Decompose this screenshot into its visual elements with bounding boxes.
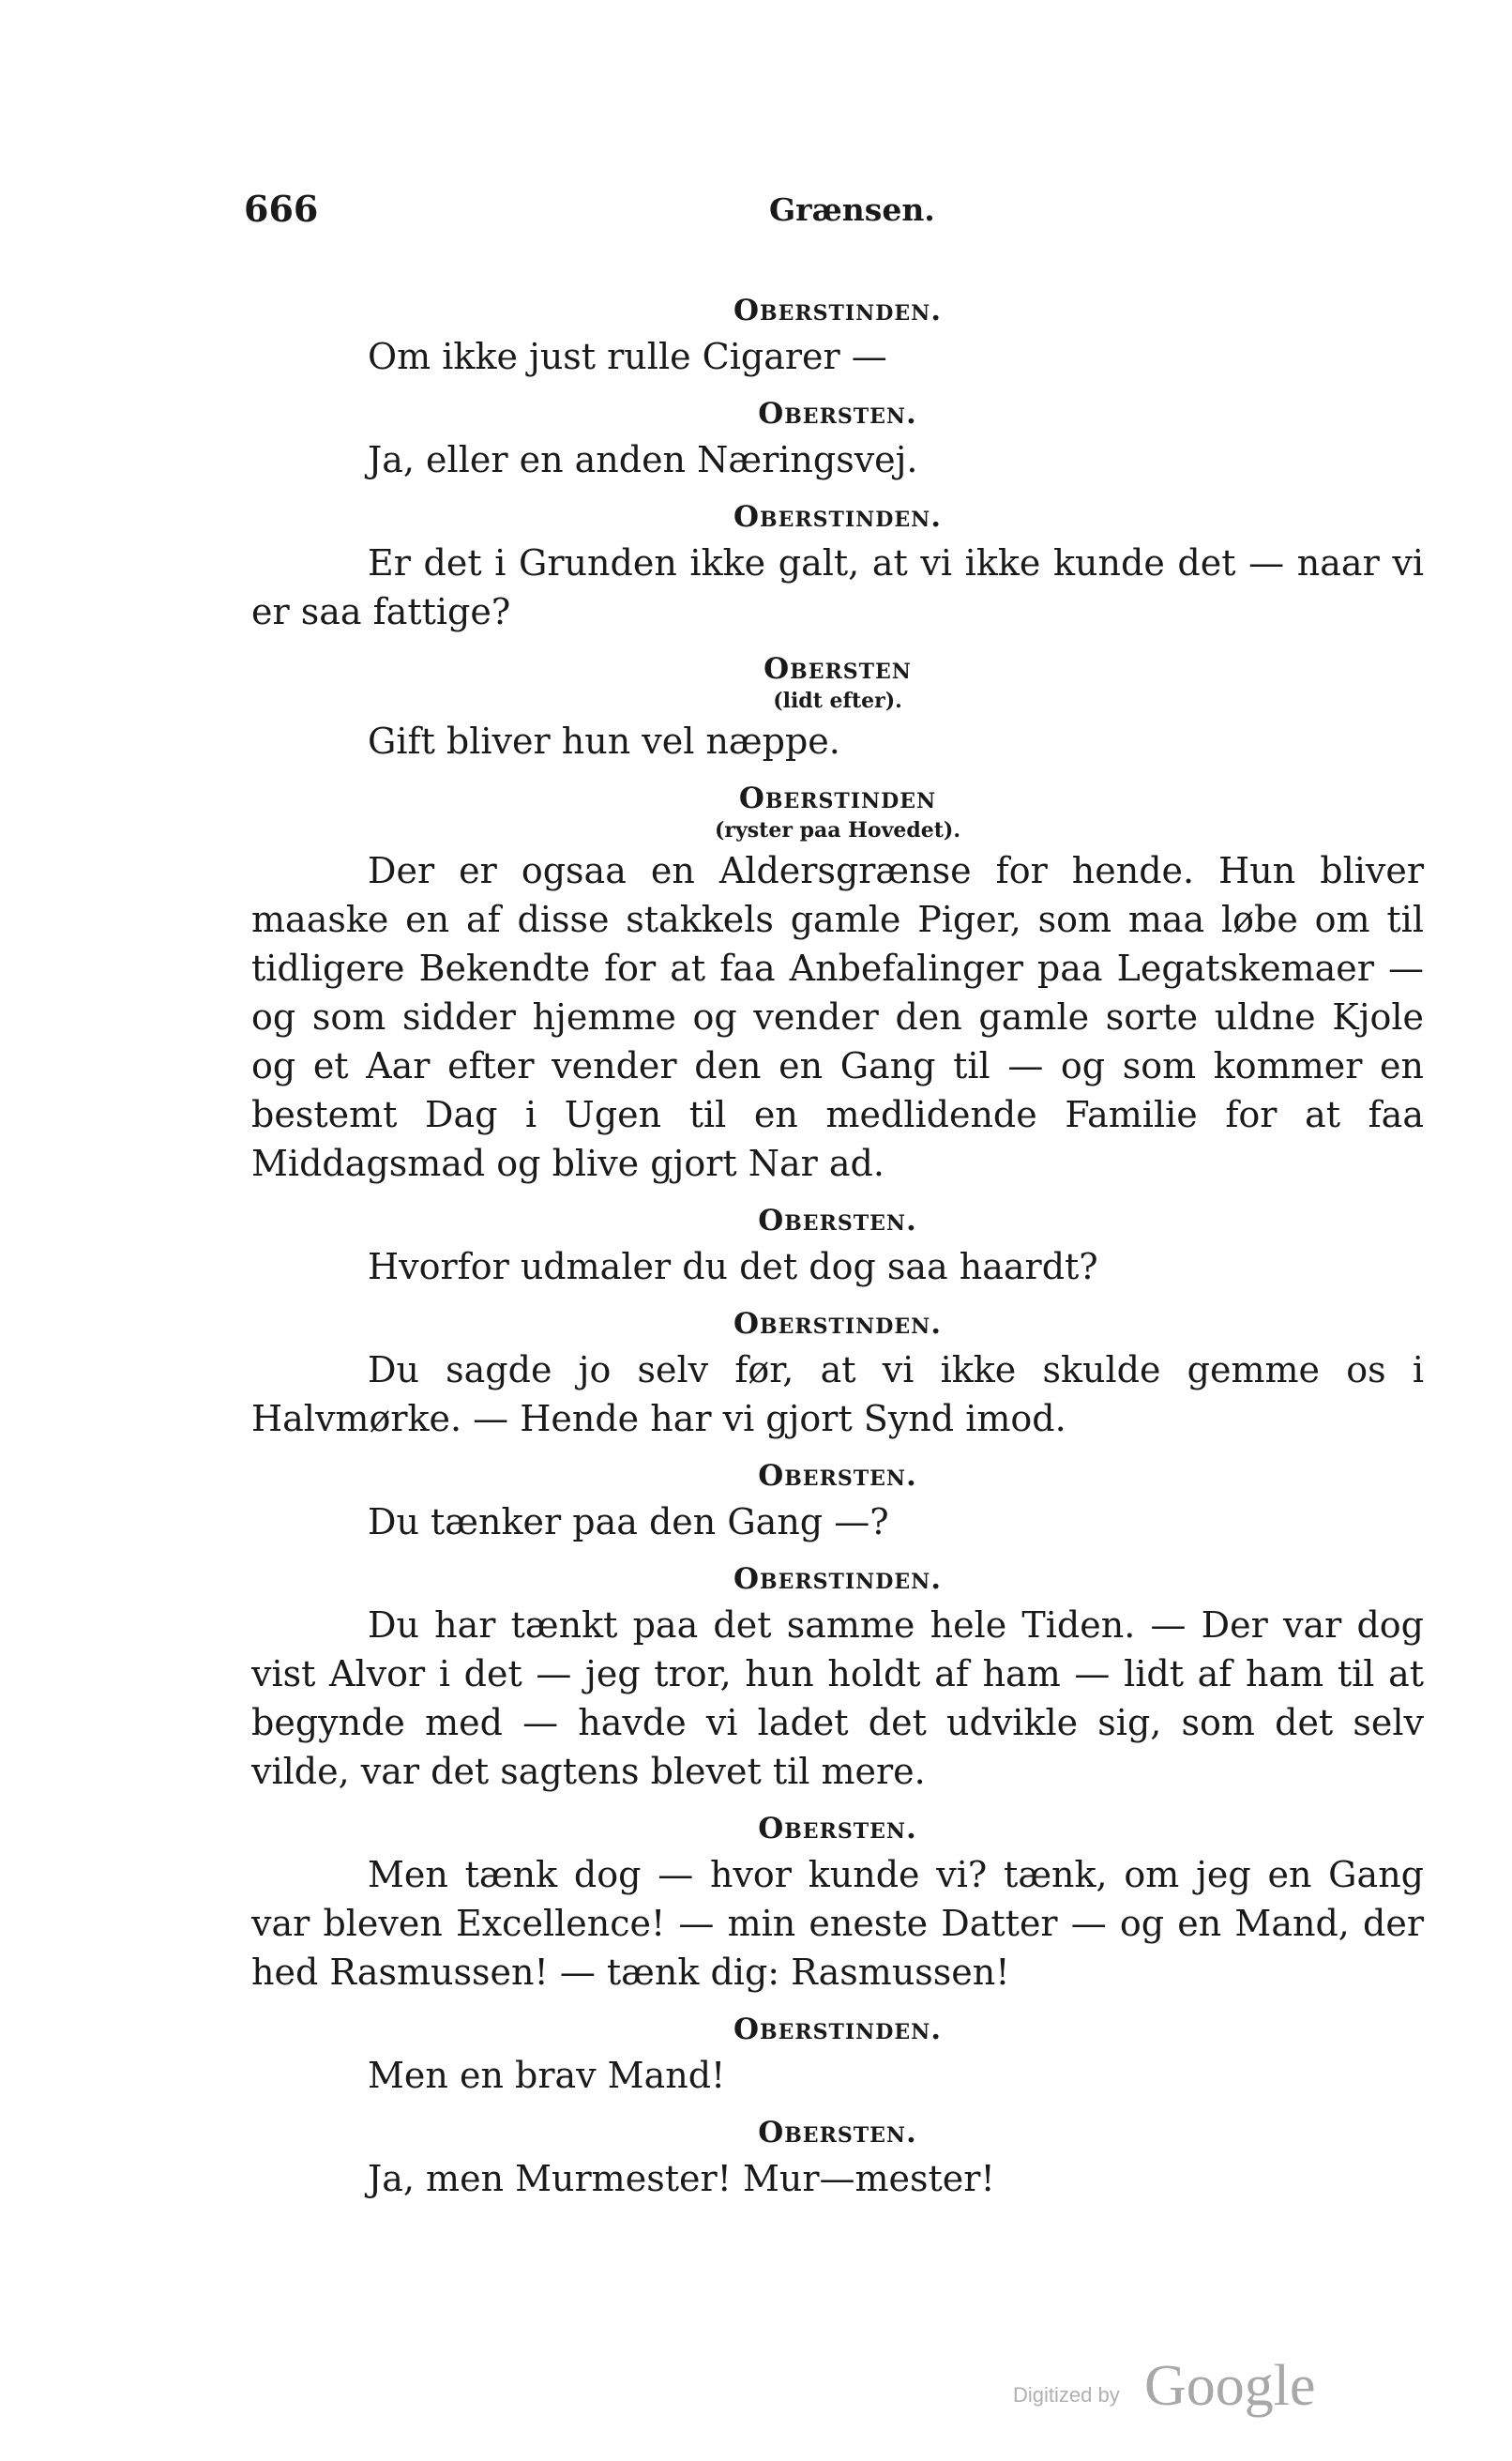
speech-text: Men tænk dog — hvor kunde vi? tænk, om jeg en Gang var bleven Excellence! — min eneste Datter — og en Mand, der hed Rasmussen! — tænk dig: Rasmussen! xyxy=(251,1854,1424,1993)
digitized-watermark xyxy=(1013,2346,1351,2430)
speech-text: Du sagde jo selv før, at vi ikke skulde gemme os i Halvmørke. — Hende har vi gjort Synd imod. xyxy=(251,1349,1424,1439)
speaker-name: Obersten. xyxy=(758,1812,917,1846)
speaker-name: Oberstinden xyxy=(738,782,937,815)
speaker-name: Oberstinden. xyxy=(733,294,943,327)
speech-text: Hvorfor udmaler du det dog saa haardt? xyxy=(368,1246,1098,1287)
speaker-name: Obersten. xyxy=(758,1204,917,1238)
speech-text: Men en brav Mand! xyxy=(368,2055,726,2096)
speaker-name: Obersten. xyxy=(758,1459,917,1493)
speech-text: Der er ogsaa en Aldersgrænse for hende. Hun bliver maaske en af disse stakkels gamle Piger, som maa løbe om til tidligere Bekendte for at faa Anbefalinger paa Legatskemaer — og som sidder hjemme og vender den gamle sorte uldne Kjole og et Aar efter vender den en Gang til — og som kommer en bestemt Dag i Ugen til en medlidende Familie for at faa Middagsmad og blive gjort Nar ad. xyxy=(251,850,1424,1184)
dialogue-block xyxy=(251,777,1424,1188)
dialogue-block xyxy=(251,392,1424,484)
stage-direction: (ryster paa Hovedet). xyxy=(715,818,960,843)
speech-text: Ja, eller en anden Næringsvej. xyxy=(368,439,918,480)
speaker-name: Oberstinden. xyxy=(733,1562,943,1596)
speaker-name: Oberstinden. xyxy=(733,2013,943,2046)
dialogue-body xyxy=(251,278,1424,2203)
speaker-name: Obersten. xyxy=(758,2116,917,2150)
dialogue-block xyxy=(251,1199,1424,1291)
page-number: 666 xyxy=(244,188,319,230)
dialogue-block xyxy=(251,289,1424,381)
speech-text: Ja, men Murmester! Mur—mester! xyxy=(368,2158,995,2199)
dialogue-block xyxy=(251,1302,1424,1443)
digitized-label: Digitized by xyxy=(1013,2383,1120,2407)
speech-text: Er det i Grunden ikke galt, at vi ikke kunde det — naar vi er saa fattige? xyxy=(251,542,1424,632)
dialogue-block xyxy=(251,2008,1424,2100)
speaker-name: Obersten. xyxy=(758,397,917,431)
speech-text: Om ikke just rulle Cigarer — xyxy=(368,336,887,377)
dialogue-block xyxy=(251,1454,1424,1546)
dialogue-block xyxy=(251,2111,1424,2203)
speaker-name: Oberstinden. xyxy=(733,1307,943,1341)
dialogue-block xyxy=(251,1807,1424,1997)
speech-text: Du tænker paa den Gang —? xyxy=(368,1501,889,1542)
dialogue-block xyxy=(251,647,1424,766)
google-logo: Google xyxy=(1144,2354,1316,2418)
speech-text: Du har tænkt paa det samme hele Tiden. — Der var dog vist Alvor i det — jeg tror, hun holdt af ham — lidt af ham til at begynde med — havde vi ladet det udvikle sig, som det selv vilde, var det sagtens blevet til mere. xyxy=(251,1604,1424,1792)
stage-direction: (lidt efter). xyxy=(773,689,902,713)
speaker-name: Obersten xyxy=(764,652,912,686)
dialogue-block xyxy=(251,495,1424,636)
running-title: Grænsen. xyxy=(769,191,935,228)
speech-text: Gift bliver hun vel næppe. xyxy=(368,721,840,762)
dialogue-block xyxy=(251,1557,1424,1796)
speaker-name: Oberstinden. xyxy=(733,500,943,534)
page-header xyxy=(244,188,1416,244)
